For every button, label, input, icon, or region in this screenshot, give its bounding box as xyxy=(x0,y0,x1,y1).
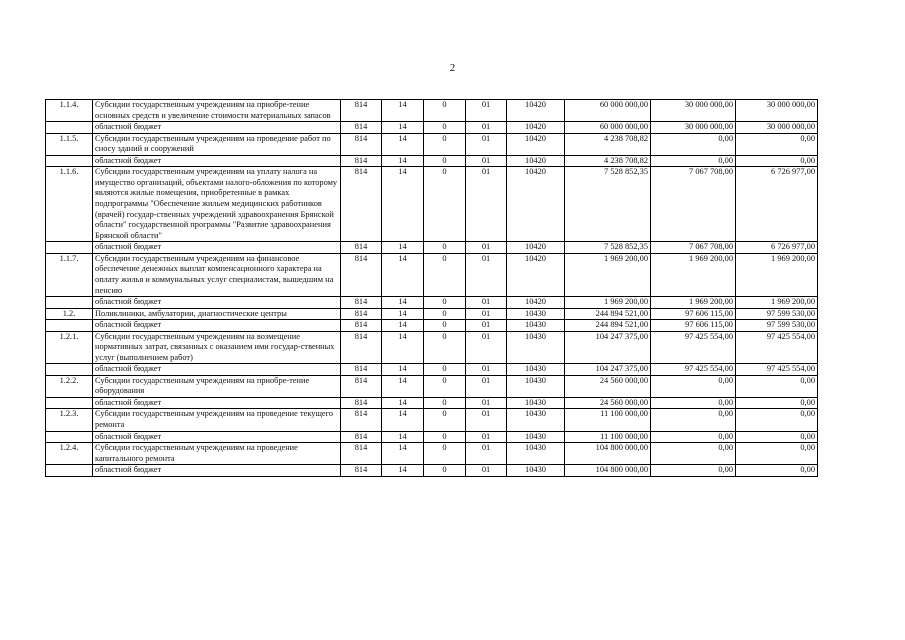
row-amount-year2-cell: 0,00 xyxy=(651,155,736,166)
row-gr-cell: 814 xyxy=(341,465,382,476)
row-csr1-cell: 01 xyxy=(466,253,507,296)
row-csr2-cell: 10420 xyxy=(507,297,565,308)
row-amount-year3-cell: 97 425 554,00 xyxy=(736,331,818,364)
row-code-cell: 1.2.1. xyxy=(46,331,93,364)
row-code-cell: 1.1.6. xyxy=(46,167,93,242)
row-amount-year1-cell: 11 100 000,00 xyxy=(565,409,651,431)
table-body xyxy=(46,100,818,477)
row-amount-year2-cell: 97 425 554,00 xyxy=(651,364,736,375)
row-gr-cell: 814 xyxy=(341,100,382,122)
row-name-cell: областной бюджет xyxy=(93,431,341,442)
row-amount-year1-cell: 1 969 200,00 xyxy=(565,253,651,296)
row-rz-cell: 14 xyxy=(382,442,424,464)
row-pr-cell: 0 xyxy=(424,167,466,242)
row-amount-year2-cell: 1 969 200,00 xyxy=(651,253,736,296)
row-amount-year3-cell: 0,00 xyxy=(736,375,818,397)
row-name-cell: Субсидии государственным учреждениям на приобре-тение оборудования xyxy=(93,375,341,397)
row-pr-cell: 0 xyxy=(424,465,466,476)
row-rz-cell: 14 xyxy=(382,375,424,397)
row-amount-year3-cell: 0,00 xyxy=(736,397,818,408)
row-amount-year2-cell: 7 067 708,00 xyxy=(651,242,736,253)
row-csr2-cell: 10430 xyxy=(507,442,565,464)
row-rz-cell: 14 xyxy=(382,431,424,442)
row-rz-cell: 14 xyxy=(382,397,424,408)
row-name-cell: областной бюджет xyxy=(93,364,341,375)
row-rz-cell: 14 xyxy=(382,297,424,308)
row-amount-year3-cell: 97 425 554,00 xyxy=(736,364,818,375)
row-code-cell xyxy=(46,465,93,476)
row-amount-year1-cell: 7 528 852,35 xyxy=(565,242,651,253)
budget-table xyxy=(45,99,818,477)
row-amount-year2-cell: 97 606 115,00 xyxy=(651,308,736,320)
row-code-cell xyxy=(46,431,93,442)
row-pr-cell: 0 xyxy=(424,253,466,296)
row-pr-cell: 0 xyxy=(424,100,466,122)
row-csr2-cell: 10430 xyxy=(507,364,565,375)
table-row xyxy=(46,375,818,397)
row-csr2-cell: 10420 xyxy=(507,242,565,253)
row-amount-year1-cell: 244 894 521,00 xyxy=(565,320,651,331)
row-csr2-cell: 10430 xyxy=(507,409,565,431)
row-csr1-cell: 01 xyxy=(466,297,507,308)
row-csr1-cell: 01 xyxy=(466,155,507,166)
row-amount-year3-cell: 0,00 xyxy=(736,133,818,155)
row-amount-year1-cell: 104 247 375,00 xyxy=(565,331,651,364)
row-rz-cell: 14 xyxy=(382,253,424,296)
row-code-cell: 1.2.2. xyxy=(46,375,93,397)
row-rz-cell: 14 xyxy=(382,133,424,155)
row-code-cell: 1.1.4. xyxy=(46,100,93,122)
row-gr-cell: 814 xyxy=(341,431,382,442)
row-name-cell: Субсидии государственным учреждениям на финансовое обеспечение денежных выплат компенсационного характера на оплату жилья и коммунальных услуг специалистам, вышедшим на пенсию xyxy=(93,253,341,296)
row-gr-cell: 814 xyxy=(341,155,382,166)
row-pr-cell: 0 xyxy=(424,442,466,464)
table-row-budget-source xyxy=(46,431,818,442)
row-amount-year2-cell: 0,00 xyxy=(651,133,736,155)
row-pr-cell: 0 xyxy=(424,375,466,397)
row-rz-cell: 14 xyxy=(382,364,424,375)
row-code-cell: 1.1.7. xyxy=(46,253,93,296)
table-row xyxy=(46,409,818,431)
row-code-cell: 1.2.3. xyxy=(46,409,93,431)
row-code-cell: 1.2. xyxy=(46,308,93,320)
row-csr1-cell: 01 xyxy=(466,442,507,464)
row-amount-year2-cell: 7 067 708,00 xyxy=(651,167,736,242)
row-code-cell xyxy=(46,364,93,375)
row-amount-year1-cell: 60 000 000,00 xyxy=(565,100,651,122)
row-rz-cell: 14 xyxy=(382,465,424,476)
row-csr2-cell: 10430 xyxy=(507,308,565,320)
row-gr-cell: 814 xyxy=(341,167,382,242)
row-rz-cell: 14 xyxy=(382,122,424,133)
row-amount-year1-cell: 11 100 000,00 xyxy=(565,431,651,442)
table-row-budget-source xyxy=(46,320,818,331)
table-row xyxy=(46,331,818,364)
row-rz-cell: 14 xyxy=(382,308,424,320)
row-pr-cell: 0 xyxy=(424,308,466,320)
row-csr1-cell: 01 xyxy=(466,122,507,133)
row-name-cell: Субсидии государственным учреждениям на проведение капитального ремонта xyxy=(93,442,341,464)
row-csr2-cell: 10430 xyxy=(507,331,565,364)
row-amount-year2-cell: 97 425 554,00 xyxy=(651,331,736,364)
row-pr-cell: 0 xyxy=(424,297,466,308)
row-csr2-cell: 10420 xyxy=(507,133,565,155)
row-amount-year2-cell: 0,00 xyxy=(651,465,736,476)
row-code-cell: 1.1.5. xyxy=(46,133,93,155)
row-csr1-cell: 01 xyxy=(466,465,507,476)
row-name-cell: Субсидии государственным учреждениям на проведение работ по сносу зданий и сооружений xyxy=(93,133,341,155)
row-amount-year3-cell: 1 969 200,00 xyxy=(736,253,818,296)
row-amount-year1-cell: 104 800 000,00 xyxy=(565,442,651,464)
row-code-cell xyxy=(46,297,93,308)
row-csr2-cell: 10430 xyxy=(507,465,565,476)
row-name-cell: областной бюджет xyxy=(93,242,341,253)
row-rz-cell: 14 xyxy=(382,331,424,364)
row-csr2-cell: 10430 xyxy=(507,397,565,408)
row-amount-year2-cell: 0,00 xyxy=(651,375,736,397)
row-amount-year3-cell: 97 599 530,00 xyxy=(736,320,818,331)
row-code-cell xyxy=(46,397,93,408)
row-amount-year1-cell: 4 238 708,82 xyxy=(565,133,651,155)
row-csr1-cell: 01 xyxy=(466,331,507,364)
row-gr-cell: 814 xyxy=(341,409,382,431)
row-name-cell: областной бюджет xyxy=(93,397,341,408)
row-amount-year1-cell: 4 238 708,82 xyxy=(565,155,651,166)
row-name-cell: Субсидии государственным учреждениям на проведение текущего ремонта xyxy=(93,409,341,431)
row-gr-cell: 814 xyxy=(341,397,382,408)
row-pr-cell: 0 xyxy=(424,242,466,253)
row-csr1-cell: 01 xyxy=(466,431,507,442)
row-amount-year3-cell: 0,00 xyxy=(736,431,818,442)
row-amount-year3-cell: 6 726 977,00 xyxy=(736,167,818,242)
table-row xyxy=(46,442,818,464)
row-pr-cell: 0 xyxy=(424,122,466,133)
row-csr2-cell: 10430 xyxy=(507,375,565,397)
table-row-budget-source xyxy=(46,364,818,375)
row-gr-cell: 814 xyxy=(341,308,382,320)
row-gr-cell: 814 xyxy=(341,122,382,133)
row-amount-year1-cell: 104 247 375,00 xyxy=(565,364,651,375)
row-rz-cell: 14 xyxy=(382,155,424,166)
table-row xyxy=(46,308,818,320)
row-gr-cell: 814 xyxy=(341,297,382,308)
row-amount-year1-cell: 60 000 000,00 xyxy=(565,122,651,133)
row-amount-year1-cell: 24 560 000,00 xyxy=(565,375,651,397)
row-gr-cell: 814 xyxy=(341,331,382,364)
row-amount-year3-cell: 6 726 977,00 xyxy=(736,242,818,253)
row-code-cell xyxy=(46,320,93,331)
table-row-budget-source xyxy=(46,155,818,166)
row-csr1-cell: 01 xyxy=(466,409,507,431)
row-pr-cell: 0 xyxy=(424,364,466,375)
row-csr1-cell: 01 xyxy=(466,308,507,320)
row-name-cell: областной бюджет xyxy=(93,297,341,308)
row-amount-year3-cell: 0,00 xyxy=(736,409,818,431)
row-gr-cell: 814 xyxy=(341,320,382,331)
row-gr-cell: 814 xyxy=(341,375,382,397)
row-gr-cell: 814 xyxy=(341,133,382,155)
row-name-cell: Субсидии государственным учреждениям на возмещение нормативных затрат, связанных с оказанием ими государ-ственных услуг (выполнением работ) xyxy=(93,331,341,364)
table-row xyxy=(46,133,818,155)
row-csr2-cell: 10420 xyxy=(507,253,565,296)
row-csr1-cell: 01 xyxy=(466,133,507,155)
row-rz-cell: 14 xyxy=(382,409,424,431)
row-amount-year2-cell: 0,00 xyxy=(651,442,736,464)
row-pr-cell: 0 xyxy=(424,409,466,431)
row-amount-year3-cell: 0,00 xyxy=(736,465,818,476)
row-gr-cell: 814 xyxy=(341,442,382,464)
row-name-cell: областной бюджет xyxy=(93,465,341,476)
row-csr2-cell: 10420 xyxy=(507,155,565,166)
row-gr-cell: 814 xyxy=(341,364,382,375)
row-csr2-cell: 10420 xyxy=(507,100,565,122)
table-row-budget-source xyxy=(46,297,818,308)
row-rz-cell: 14 xyxy=(382,167,424,242)
row-name-cell: областной бюджет xyxy=(93,320,341,331)
row-csr1-cell: 01 xyxy=(466,397,507,408)
row-rz-cell: 14 xyxy=(382,242,424,253)
row-pr-cell: 0 xyxy=(424,155,466,166)
row-pr-cell: 0 xyxy=(424,431,466,442)
row-amount-year2-cell: 97 606 115,00 xyxy=(651,320,736,331)
row-csr1-cell: 01 xyxy=(466,364,507,375)
row-csr2-cell: 10420 xyxy=(507,122,565,133)
row-amount-year2-cell: 30 000 000,00 xyxy=(651,122,736,133)
row-pr-cell: 0 xyxy=(424,133,466,155)
row-amount-year1-cell: 1 969 200,00 xyxy=(565,297,651,308)
row-name-cell: Поликлиники, амбулатории, диагностические центры xyxy=(93,308,341,320)
row-code-cell: 1.2.4. xyxy=(46,442,93,464)
row-csr1-cell: 01 xyxy=(466,167,507,242)
table-row-budget-source xyxy=(46,122,818,133)
row-amount-year2-cell: 1 969 200,00 xyxy=(651,297,736,308)
table-row xyxy=(46,100,818,122)
row-name-cell: Субсидии государственным учреждениям на уплату налога на имущество организаций, объектами налого-обложения по которому являются жилые помещения, приобретенные в рамках подпрограммы "Обеспечение жильем медицинских работников (врачей) государ-ственных учреждений здравоохранения Брянской области" государственной программы "Развитие здравоохранения Брянской области" xyxy=(93,167,341,242)
table-row-budget-source xyxy=(46,397,818,408)
row-rz-cell: 14 xyxy=(382,100,424,122)
row-amount-year3-cell: 30 000 000,00 xyxy=(736,100,818,122)
row-name-cell: областной бюджет xyxy=(93,155,341,166)
row-csr1-cell: 01 xyxy=(466,320,507,331)
row-name-cell: областной бюджет xyxy=(93,122,341,133)
row-pr-cell: 0 xyxy=(424,331,466,364)
row-amount-year1-cell: 24 560 000,00 xyxy=(565,397,651,408)
row-pr-cell: 0 xyxy=(424,320,466,331)
row-code-cell xyxy=(46,242,93,253)
table-row xyxy=(46,253,818,296)
table-row xyxy=(46,167,818,242)
row-amount-year1-cell: 244 894 521,00 xyxy=(565,308,651,320)
row-csr1-cell: 01 xyxy=(466,375,507,397)
table-row-budget-source xyxy=(46,242,818,253)
row-amount-year1-cell: 104 800 000,00 xyxy=(565,465,651,476)
page-number: 2 xyxy=(449,62,456,74)
row-csr1-cell: 01 xyxy=(466,242,507,253)
row-code-cell xyxy=(46,155,93,166)
row-name-cell: Субсидии государственным учреждениям на приобре-тение основных средств и увеличение стоимости материальных запасов xyxy=(93,100,341,122)
row-amount-year2-cell: 0,00 xyxy=(651,409,736,431)
table-row-budget-source xyxy=(46,465,818,476)
row-amount-year3-cell: 0,00 xyxy=(736,155,818,166)
row-csr2-cell: 10420 xyxy=(507,167,565,242)
row-gr-cell: 814 xyxy=(341,253,382,296)
row-csr2-cell: 10430 xyxy=(507,431,565,442)
row-csr2-cell: 10430 xyxy=(507,320,565,331)
row-code-cell xyxy=(46,122,93,133)
row-amount-year1-cell: 7 528 852,35 xyxy=(565,167,651,242)
row-gr-cell: 814 xyxy=(341,242,382,253)
row-amount-year3-cell: 30 000 000,00 xyxy=(736,122,818,133)
row-pr-cell: 0 xyxy=(424,397,466,408)
row-amount-year3-cell: 97 599 530,00 xyxy=(736,308,818,320)
row-csr1-cell: 01 xyxy=(466,100,507,122)
row-amount-year3-cell: 1 969 200,00 xyxy=(736,297,818,308)
row-rz-cell: 14 xyxy=(382,320,424,331)
row-amount-year2-cell: 0,00 xyxy=(651,397,736,408)
row-amount-year2-cell: 30 000 000,00 xyxy=(651,100,736,122)
row-amount-year2-cell: 0,00 xyxy=(651,431,736,442)
row-amount-year3-cell: 0,00 xyxy=(736,442,818,464)
